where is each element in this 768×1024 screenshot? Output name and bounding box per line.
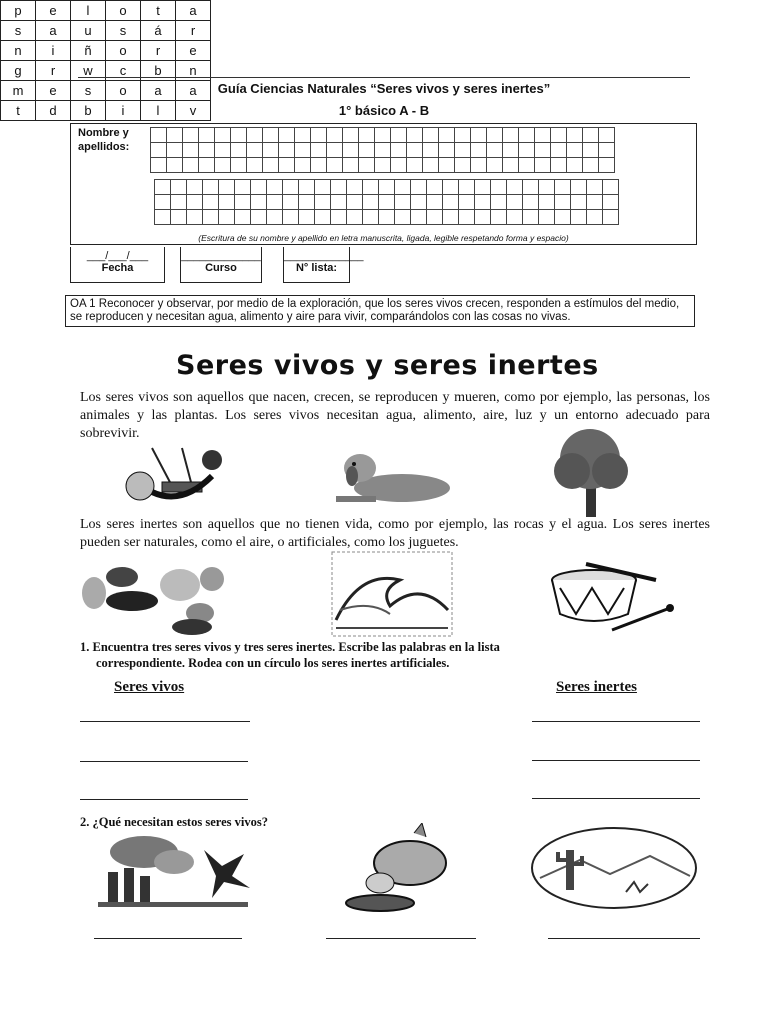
word-search-cell[interactable]: b [141,61,176,81]
grid-cell[interactable] [203,180,219,195]
handwriting-note: (Escritura de su nombre y apellido en letra manuscrita, ligada, legible respetando forma y espacio) [198,233,569,243]
grid-cell[interactable] [439,128,455,143]
grid-cell[interactable] [379,180,395,195]
grid-cell[interactable] [411,210,427,225]
grid-cell[interactable] [167,128,183,143]
grid-cell[interactable] [347,180,363,195]
grid-cell[interactable] [459,180,475,195]
grid-cell[interactable] [219,210,235,225]
answer-line-living-1[interactable] [80,721,250,722]
grid-cell[interactable] [155,195,171,210]
grid-cell[interactable] [535,143,551,158]
grid-cell[interactable] [187,180,203,195]
grid-cell[interactable] [567,158,583,173]
factory-and-bird-illustration [94,832,256,908]
grid-cell[interactable] [487,128,503,143]
grid-cell[interactable] [395,210,411,225]
grid-cell[interactable] [567,128,583,143]
word-search-cell[interactable]: s [71,81,106,101]
word-search-cell[interactable]: o [106,41,141,61]
grid-cell[interactable] [183,128,199,143]
grid-cell[interactable] [215,143,231,158]
course-line: _____________ [181,250,261,262]
grid-cell[interactable] [439,143,455,158]
grid-cell[interactable] [443,195,459,210]
grid-cell[interactable] [427,180,443,195]
grid-cell[interactable] [199,158,215,173]
grid-cell[interactable] [471,128,487,143]
child-on-swing-illustration [112,446,230,514]
grid-cell[interactable] [539,210,555,225]
grid-cell[interactable] [587,195,603,210]
grid-cell[interactable] [423,128,439,143]
grid-cell[interactable] [311,158,327,173]
desert-cactus-illustration [530,826,698,910]
grid-cell[interactable] [263,158,279,173]
grid-cell[interactable] [503,128,519,143]
grid-cell[interactable] [455,143,471,158]
grid-cell[interactable] [203,210,219,225]
word-search-cell[interactable]: e [176,41,211,61]
grid-cell[interactable] [375,128,391,143]
grid-cell[interactable] [331,195,347,210]
grid-cell[interactable] [247,158,263,173]
question-1-line-1: 1. Encuentra tres seres vivos y tres seres inertes. Escribe las palabras en la lista [80,640,500,654]
grid-cell[interactable] [503,143,519,158]
grid-cell[interactable] [375,143,391,158]
grid-cell[interactable] [411,180,427,195]
grid-cell[interactable] [331,180,347,195]
word-search-cell[interactable]: n [1,41,36,61]
grid-cell[interactable] [251,180,267,195]
grid-cell[interactable] [523,180,539,195]
grid-cell[interactable] [171,210,187,225]
word-search-cell[interactable]: r [141,41,176,61]
grid-cell[interactable] [235,180,251,195]
grid-cell[interactable] [199,143,215,158]
grid-cell[interactable] [251,195,267,210]
grid-cell[interactable] [551,158,567,173]
grid-cell[interactable] [407,158,423,173]
grid-cell[interactable] [571,180,587,195]
grid-cell[interactable] [503,158,519,173]
question-1-line-2: correspondiente. Rodea con un círculo los seres inertes artificiales. [96,656,450,670]
grid-cell[interactable] [391,143,407,158]
grid-cell[interactable] [363,195,379,210]
grid-cell[interactable] [327,158,343,173]
grid-cell[interactable] [599,158,615,173]
grid-cell[interactable] [391,158,407,173]
grid-cell[interactable] [231,128,247,143]
grid-cell[interactable] [407,128,423,143]
answer-line-inert-2[interactable] [532,760,700,761]
grid-cell[interactable] [187,195,203,210]
word-search-cell[interactable]: m [1,81,36,101]
grid-cell[interactable] [391,128,407,143]
grid-cell[interactable] [219,180,235,195]
grid-cell[interactable] [443,210,459,225]
grid-cell[interactable] [359,143,375,158]
word-search-cell[interactable]: a [141,81,176,101]
grid-cell[interactable] [267,210,283,225]
grid-cell[interactable] [151,128,167,143]
answer-line-need-1[interactable] [94,938,242,939]
word-search-cell[interactable]: a [176,81,211,101]
word-search-cell[interactable]: ñ [71,41,106,61]
date-label: Fecha [101,262,134,274]
grid-cell[interactable] [379,195,395,210]
grid-cell[interactable] [539,195,555,210]
grid-cell[interactable] [295,158,311,173]
grid-cell[interactable] [487,158,503,173]
grid-cell[interactable] [279,128,295,143]
grid-cell[interactable] [523,210,539,225]
word-search-cell[interactable]: g [1,61,36,81]
grid-cell[interactable] [171,180,187,195]
grid-cell[interactable] [331,210,347,225]
grid-cell[interactable] [151,143,167,158]
grid-cell[interactable] [299,195,315,210]
grid-cell[interactable] [439,158,455,173]
grid-cell[interactable] [235,195,251,210]
grid-cell[interactable] [475,180,491,195]
grid-cell[interactable] [567,143,583,158]
grid-cell[interactable] [263,143,279,158]
grid-cell[interactable] [551,128,567,143]
grid-cell[interactable] [347,210,363,225]
name-label: Nombre y apellidos: [78,127,130,153]
grid-cell[interactable] [263,128,279,143]
grid-cell[interactable] [603,195,619,210]
grid-cell[interactable] [507,180,523,195]
word-search-cell[interactable]: t [1,101,36,121]
top-rule [78,77,690,78]
grid-cell[interactable] [555,195,571,210]
grid-cell[interactable] [359,158,375,173]
word-search-cell[interactable]: b [71,101,106,121]
grid-cell[interactable] [475,195,491,210]
list-heading-inert: Seres inertes [556,679,637,695]
grid-cell[interactable] [507,195,523,210]
list-number-field[interactable] [283,247,364,283]
word-search-cell[interactable]: c [106,61,141,81]
grid-cell[interactable] [423,143,439,158]
grid-cell[interactable] [247,143,263,158]
question-2: 2. ¿Qué necesitan estos seres vivos? [80,815,268,829]
word-search-cell[interactable]: w [71,61,106,81]
course-field[interactable] [180,247,262,283]
word-search-cell[interactable]: i [106,101,141,121]
grid-cell[interactable] [455,158,471,173]
grid-cell[interactable] [423,158,439,173]
grid-cell[interactable] [491,195,507,210]
grid-cell[interactable] [315,210,331,225]
grid-cell[interactable] [379,210,395,225]
word-search-cell[interactable]: á [141,21,176,41]
paragraph-living: Los seres vivos son aquellos que nacen, crecen, se reproducen y mueren, como por ejemplo, las personas, los animales y las plantas. Los seres vivos necesitan agua, alimento, aire, luz y un entorno adecuado para sobrevivir. [80,390,710,441]
grid-cell[interactable] [523,195,539,210]
answer-line-living-2[interactable] [80,761,248,762]
grid-cell[interactable] [551,143,567,158]
grid-cell[interactable] [267,180,283,195]
grid-cell[interactable] [183,158,199,173]
grid-cell[interactable] [343,143,359,158]
word-search-cell[interactable]: d [36,101,71,121]
grid-cell[interactable] [343,158,359,173]
grid-cell[interactable] [283,210,299,225]
worksheet-heading: Seres vivos y seres inertes [176,350,599,381]
name-grid-bottom[interactable] [154,179,619,225]
word-search-row [1,21,211,41]
grid-cell[interactable] [363,210,379,225]
tree-illustration [542,423,640,519]
grid-cell[interactable] [487,143,503,158]
grid-cell[interactable] [411,195,427,210]
grid-cell[interactable] [315,180,331,195]
word-search-cell[interactable]: l [141,101,176,121]
grid-cell[interactable] [583,158,599,173]
grid-cell[interactable] [407,143,423,158]
page-title: Guía Ciencias Naturales “Seres vivos y seres inertes” [217,81,551,96]
grid-cell[interactable] [251,210,267,225]
grid-cell[interactable] [571,195,587,210]
grid-cell[interactable] [231,143,247,158]
grid-cell[interactable] [599,128,615,143]
word-search-cell[interactable]: e [36,1,71,21]
grid-cell[interactable] [167,158,183,173]
drum-illustration [546,558,676,636]
grid-cell[interactable] [299,180,315,195]
date-line: ___/___/___ [86,250,149,262]
word-search-row [1,41,211,61]
grid-cell[interactable] [231,158,247,173]
grid-cell[interactable] [395,180,411,195]
grid-cell[interactable] [295,128,311,143]
page-subtitle: 1° básico A - B [338,103,430,118]
grid-cell[interactable] [583,143,599,158]
grid-cell[interactable] [459,210,475,225]
grid-cell[interactable] [311,143,327,158]
answer-line-living-3[interactable] [80,799,248,800]
grid-cell[interactable] [215,128,231,143]
grid-cell[interactable] [603,180,619,195]
grid-cell[interactable] [167,143,183,158]
list-number-label: N° lista: [295,262,338,274]
grid-cell[interactable] [283,195,299,210]
wave-illustration [330,550,454,638]
grid-cell[interactable] [171,195,187,210]
grid-cell[interactable] [491,210,507,225]
grid-cell[interactable] [311,128,327,143]
grid-cell[interactable] [279,143,295,158]
grid-cell[interactable] [427,210,443,225]
answer-line-need-3[interactable] [548,938,700,939]
grid-cell[interactable] [603,210,619,225]
grid-cell[interactable] [459,195,475,210]
grid-cell[interactable] [359,128,375,143]
word-search-cell[interactable]: p [1,1,36,21]
grid-cell[interactable] [295,143,311,158]
name-grid-top[interactable] [150,127,615,173]
word-search-cell[interactable]: i [36,41,71,61]
grid-cell[interactable] [535,158,551,173]
grid-cell[interactable] [299,210,315,225]
grid-cell[interactable] [327,128,343,143]
word-search-cell[interactable]: v [176,101,211,121]
grid-cell[interactable] [155,180,171,195]
grid-cell[interactable] [443,180,459,195]
grid-cell[interactable] [235,210,251,225]
grid-cell[interactable] [535,128,551,143]
date-field[interactable] [70,247,165,283]
learning-objective: OA 1 Reconocer y observar, por medio de la exploración, que los seres vivos crecen, responden a estímulos del medio, se reproducen y necesitan agua, alimento y aire para vivir, comparándolos con las cosas no vivas. [65,295,695,327]
word-search-cell[interactable]: l [71,1,106,21]
word-search-cell[interactable]: s [106,21,141,41]
grid-cell[interactable] [283,180,299,195]
dog-eating-illustration [344,823,456,913]
word-search-cell[interactable]: t [141,1,176,21]
list-heading-living: Seres vivos [114,679,185,695]
grid-cell[interactable] [539,180,555,195]
grid-cell[interactable] [327,143,343,158]
grid-cell[interactable] [583,128,599,143]
word-search-cell[interactable]: r [36,61,71,81]
word-search-cell[interactable]: o [106,1,141,21]
grid-cell[interactable] [363,180,379,195]
grid-cell[interactable] [571,210,587,225]
grid-cell[interactable] [155,210,171,225]
grid-cell[interactable] [199,128,215,143]
grid-cell[interactable] [475,210,491,225]
grid-cell[interactable] [343,128,359,143]
word-search-cell[interactable]: a [176,1,211,21]
grid-cell[interactable] [375,158,391,173]
grid-cell[interactable] [203,195,219,210]
grid-cell[interactable] [491,180,507,195]
word-search-cell[interactable]: e [36,81,71,101]
grid-cell[interactable] [267,195,283,210]
grid-cell[interactable] [395,195,411,210]
rocks-illustration [82,555,232,637]
word-search-cell[interactable]: a [36,21,71,41]
list-number-line: _____________ [284,250,364,262]
grid-cell[interactable] [187,210,203,225]
grid-cell[interactable] [519,143,535,158]
grid-cell[interactable] [555,210,571,225]
grid-cell[interactable] [599,143,615,158]
course-label: Curso [205,262,237,274]
answer-line-need-2[interactable] [326,938,476,939]
word-search-cell[interactable]: r [176,21,211,41]
grid-cell[interactable] [427,195,443,210]
grid-cell[interactable] [183,143,199,158]
grid-cell[interactable] [519,158,535,173]
grid-cell[interactable] [455,128,471,143]
grid-cell[interactable] [347,195,363,210]
word-search-cell[interactable]: n [176,61,211,81]
grid-cell[interactable] [587,180,603,195]
grid-cell[interactable] [247,128,263,143]
grid-cell[interactable] [507,210,523,225]
word-search-cell[interactable]: o [106,81,141,101]
grid-cell[interactable] [555,180,571,195]
grid-cell[interactable] [219,195,235,210]
grid-cell[interactable] [215,158,231,173]
word-search-cell[interactable]: u [71,21,106,41]
grid-cell[interactable] [471,143,487,158]
word-search-cell[interactable]: s [1,21,36,41]
grid-cell[interactable] [519,128,535,143]
answer-line-inert-1[interactable] [532,721,700,722]
answer-line-inert-3[interactable] [532,798,700,799]
dog-illustration [332,446,454,506]
word-search-row [1,1,211,21]
grid-cell[interactable] [315,195,331,210]
grid-cell[interactable] [151,158,167,173]
grid-cell[interactable] [279,158,295,173]
paragraph-inert: Los seres inertes son aquellos que no tienen vida, como por ejemplo, las rocas y el agua. Los seres inertes pueden ser naturales, como el aire, o artificiales, como los juguetes. [80,517,710,550]
grid-cell[interactable] [471,158,487,173]
grid-cell[interactable] [587,210,603,225]
